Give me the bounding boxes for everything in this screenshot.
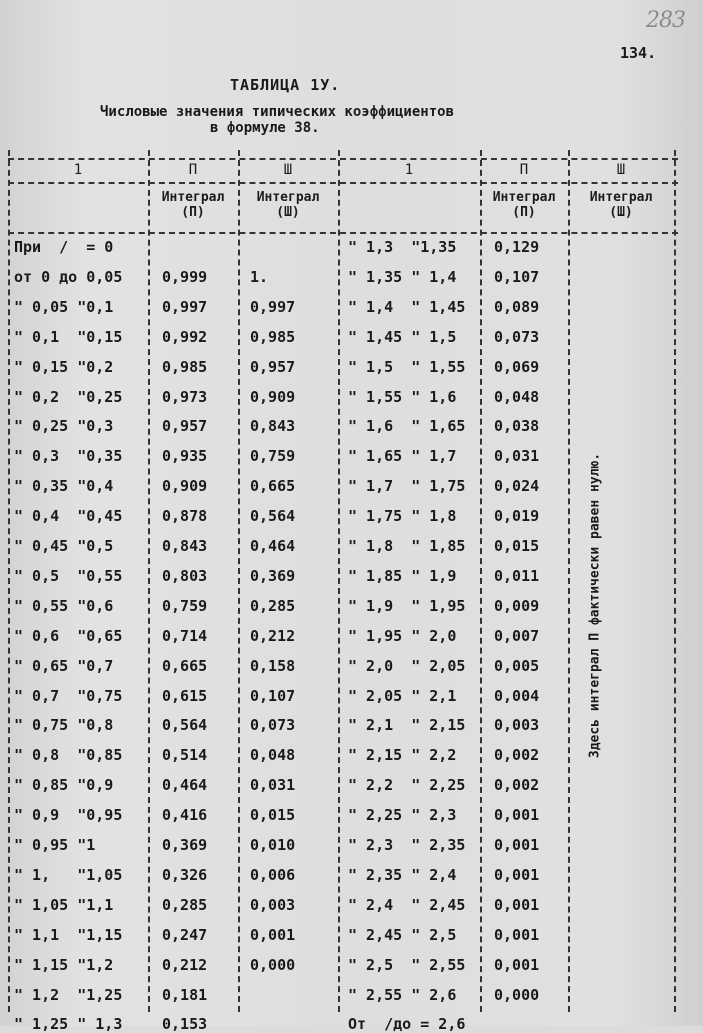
column-divider (568, 150, 570, 1012)
header-col-right-sh: Ш (616, 162, 626, 178)
row-left-integral-sh: 0,369 (250, 567, 296, 585)
handwritten-page-number: 283 (646, 8, 685, 33)
row-left-integral-sh: 0,107 (250, 687, 296, 705)
row-left-integral-sh: 0,909 (250, 388, 296, 406)
row-right-range: " 2,35 " 2,4 (348, 866, 457, 884)
row-right-range: " 1,35 " 1,4 (348, 268, 457, 286)
row-left-range: " 1, "1,05 (14, 866, 123, 884)
subheader-sh-label: (Ш) (609, 205, 633, 220)
row-left-range: " 1,15 "1,2 (14, 956, 114, 974)
row-left-range: " 0,6 "0,65 (14, 627, 123, 645)
row-left-integral-sh: 0,464 (250, 537, 296, 555)
row-left-integral-sh: 0,010 (250, 836, 296, 854)
row-right-integral-p: 0,048 (494, 388, 540, 406)
row-left-integral-sh: 0,006 (250, 866, 296, 884)
row-left-integral-sh: 0,285 (250, 597, 296, 615)
row-left-integral-sh: 0,031 (250, 776, 296, 794)
row-left-integral-sh: 0,843 (250, 417, 296, 435)
row-right-integral-p: 0,000 (494, 986, 540, 1004)
table-title: ТАБЛИЦА 1У. (230, 76, 341, 94)
row-left-range: При / = 0 (14, 238, 114, 256)
row-left-integral-sh: 0,759 (250, 447, 296, 465)
row-left-integral-p: 0,212 (162, 956, 208, 974)
row-left-integral-p: 0,326 (162, 866, 208, 884)
row-left-integral-sh: 0,997 (250, 298, 296, 316)
row-right-integral-p: 0,019 (494, 507, 540, 525)
header-col-left-p: П (188, 162, 198, 178)
header-col-right-1: 1 (404, 162, 414, 178)
row-right-integral-p: 0,002 (494, 776, 540, 794)
table-rule-header (8, 182, 678, 184)
row-right-integral-p: 0,011 (494, 567, 540, 585)
row-left-integral-p: 0,878 (162, 507, 208, 525)
row-right-range: " 1,45 " 1,5 (348, 328, 457, 346)
subheader-p-label: (П) (512, 205, 536, 220)
row-left-range: " 0,45 "0,5 (14, 537, 114, 555)
column-divider (148, 150, 150, 1012)
row-right-integral-p: 0,001 (494, 806, 540, 824)
row-right-range: " 2,15 " 2,2 (348, 746, 457, 764)
row-left-integral-sh: 0,564 (250, 507, 296, 525)
column-divider (238, 150, 240, 1012)
row-left-range: " 0,3 "0,35 (14, 447, 123, 465)
row-right-integral-p: 0,001 (494, 926, 540, 944)
row-left-integral-p: 0,973 (162, 388, 208, 406)
subheader-sh-label: (Ш) (276, 205, 300, 220)
table-border-right (674, 150, 676, 1012)
row-right-integral-p: 0,004 (494, 687, 540, 705)
row-left-integral-p: 0,759 (162, 597, 208, 615)
row-left-integral-sh: 0,073 (250, 716, 296, 734)
row-right-integral-p: 0,003 (494, 716, 540, 734)
row-left-integral-p: 0,999 (162, 268, 208, 286)
subheader-integral-label: Интеграл (589, 190, 653, 205)
row-left-range: " 0,75 "0,8 (14, 716, 114, 734)
row-left-integral-sh: 0,001 (250, 926, 296, 944)
row-right-integral-p: 0,031 (494, 447, 540, 465)
row-left-range: " 0,5 "0,55 (14, 567, 123, 585)
column-divider (480, 150, 482, 1012)
row-left-integral-sh: 0,985 (250, 328, 296, 346)
row-left-integral-p: 0,369 (162, 836, 208, 854)
row-left-integral-p: 0,153 (162, 1015, 208, 1033)
row-left-range: " 1,2 "1,25 (14, 986, 123, 1004)
row-left-integral-p: 0,843 (162, 537, 208, 555)
row-left-integral-p: 0,997 (162, 298, 208, 316)
row-left-integral-sh: 0,957 (250, 358, 296, 376)
row-left-range: " 0,9 "0,95 (14, 806, 123, 824)
row-left-integral-sh: 0,212 (250, 627, 296, 645)
row-right-range: " 1,95 " 2,0 (348, 627, 457, 645)
row-left-integral-p: 0,957 (162, 417, 208, 435)
row-left-range: " 0,85 "0,9 (14, 776, 114, 794)
row-right-range: " 2,1 " 2,15 (348, 716, 466, 734)
row-right-range: " 2,4 " 2,45 (348, 896, 466, 914)
row-right-range: " 2,5 " 2,55 (348, 956, 466, 974)
subheader-integral-label: Интеграл (161, 190, 225, 205)
row-right-integral-p: 0,069 (494, 358, 540, 376)
header-col-right-p: П (519, 162, 529, 178)
row-right-range: " 2,45 " 2,5 (348, 926, 457, 944)
row-right-range: " 1,7 " 1,75 (348, 477, 466, 495)
row-left-range: " 0,7 "0,75 (14, 687, 123, 705)
row-right-integral-p: 0,001 (494, 866, 540, 884)
row-right-integral-p: 0,129 (494, 238, 540, 256)
row-left-range: " 1,05 "1,1 (14, 896, 114, 914)
row-left-integral-sh: 0,000 (250, 956, 296, 974)
row-right-range: " 1,8 " 1,85 (348, 537, 466, 555)
row-right-range: " 2,25 " 2,3 (348, 806, 457, 824)
row-right-integral-p: 0,009 (494, 597, 540, 615)
column-divider (338, 150, 340, 1012)
row-right-integral-p: 0,001 (494, 836, 540, 854)
row-right-range: " 2,0 " 2,05 (348, 657, 466, 675)
row-right-range: " 1,4 " 1,45 (348, 298, 466, 316)
row-right-range: " 1,65 " 1,7 (348, 447, 457, 465)
row-left-range: " 0,65 "0,7 (14, 657, 114, 675)
table-subtitle-line2: в формуле 38. (210, 120, 320, 136)
subheader-integral-label: Интеграл (492, 190, 556, 205)
row-left-range: " 0,05 "0,1 (14, 298, 114, 316)
row-left-integral-p: 0,665 (162, 657, 208, 675)
row-left-integral-p: 0,416 (162, 806, 208, 824)
row-left-range: " 0,1 "0,15 (14, 328, 123, 346)
table-subtitle-line1: Числовые значения типических коэффициентов (100, 104, 455, 120)
row-left-range: " 0,25 "0,3 (14, 417, 114, 435)
row-left-integral-p: 0,935 (162, 447, 208, 465)
row-left-integral-p: 0,714 (162, 627, 208, 645)
table-rule-subheader (8, 232, 678, 234)
subheader-integral-sh-left (238, 190, 338, 220)
row-left-range: " 1,1 "1,15 (14, 926, 123, 944)
row-right-integral-p: 0,089 (494, 298, 540, 316)
subheader-integral-p-right (480, 190, 568, 220)
row-right-integral-p: 0,073 (494, 328, 540, 346)
side-note-text: Здесь интеграл П фактически равен нулю. (587, 452, 603, 759)
row-right-integral-p: 0,015 (494, 537, 540, 555)
row-left-integral-p: 0,985 (162, 358, 208, 376)
row-right-integral-p: 0,002 (494, 746, 540, 764)
row-left-integral-p: 0,464 (162, 776, 208, 794)
row-right-range: " 2,55 " 2,6 (348, 986, 457, 1004)
row-left-range: " 1,25 " 1,3 (14, 1015, 123, 1033)
row-right-range: " 1,3 "1,35 (348, 238, 457, 256)
row-left-range: " 0,2 "0,25 (14, 388, 123, 406)
row-left-integral-p: 0,615 (162, 687, 208, 705)
row-right-range: " 2,3 " 2,35 (348, 836, 466, 854)
row-right-integral-p: 0,005 (494, 657, 540, 675)
row-left-integral-p: 0,909 (162, 477, 208, 495)
row-left-range: " 0,95 "1 (14, 836, 96, 854)
row-right-integral-p: 0,024 (494, 477, 540, 495)
row-left-integral-sh: 0,015 (250, 806, 296, 824)
row-right-range: От /до = 2,6 (348, 1015, 466, 1033)
row-left-integral-p: 0,803 (162, 567, 208, 585)
row-left-integral-p: 0,564 (162, 716, 208, 734)
table-rule-top (8, 158, 678, 160)
row-left-integral-p: 0,285 (162, 896, 208, 914)
side-note (585, 420, 609, 800)
row-right-range: " 1,55 " 1,6 (348, 388, 457, 406)
row-left-range: от 0 до 0,05 (14, 268, 123, 286)
row-right-range: " 1,5 " 1,55 (348, 358, 466, 376)
row-left-integral-sh: 0,048 (250, 746, 296, 764)
row-left-range: " 0,15 "0,2 (14, 358, 114, 376)
row-left-integral-sh: 0,665 (250, 477, 296, 495)
row-left-range: " 0,8 "0,85 (14, 746, 123, 764)
header-col-left-sh: Ш (283, 162, 293, 178)
row-left-range: " 0,4 "0,45 (14, 507, 123, 525)
page-number: 134. (620, 44, 657, 62)
subheader-p-label: (П) (181, 205, 205, 220)
row-left-integral-p: 0,181 (162, 986, 208, 1004)
row-left-integral-p: 0,247 (162, 926, 208, 944)
row-left-integral-p: 0,992 (162, 328, 208, 346)
row-right-range: " 1,6 " 1,65 (348, 417, 466, 435)
subheader-integral-label: Интеграл (256, 190, 320, 205)
row-right-range: " 2,05 " 2,1 (348, 687, 457, 705)
header-col-left-1: 1 (73, 162, 83, 178)
row-right-range: " 2,2 " 2,25 (348, 776, 466, 794)
row-left-integral-sh: 0,158 (250, 657, 296, 675)
row-right-integral-p: 0,038 (494, 417, 540, 435)
subheader-integral-p-left (148, 190, 238, 220)
row-left-integral-sh: 1. (250, 268, 269, 286)
row-right-integral-p: 0,001 (494, 956, 540, 974)
row-left-integral-p: 0,514 (162, 746, 208, 764)
row-right-integral-p: 0,107 (494, 268, 540, 286)
subheader-integral-sh-right (568, 190, 674, 220)
row-right-range: " 1,75 " 1,8 (348, 507, 457, 525)
row-right-range: " 1,9 " 1,95 (348, 597, 466, 615)
row-left-range: " 0,55 "0,6 (14, 597, 114, 615)
row-left-range: " 0,35 "0,4 (14, 477, 114, 495)
row-right-range: " 1,85 " 1,9 (348, 567, 457, 585)
table-border-left (8, 150, 10, 1012)
row-right-integral-p: 0,007 (494, 627, 540, 645)
row-left-integral-sh: 0,003 (250, 896, 296, 914)
row-right-integral-p: 0,001 (494, 896, 540, 914)
